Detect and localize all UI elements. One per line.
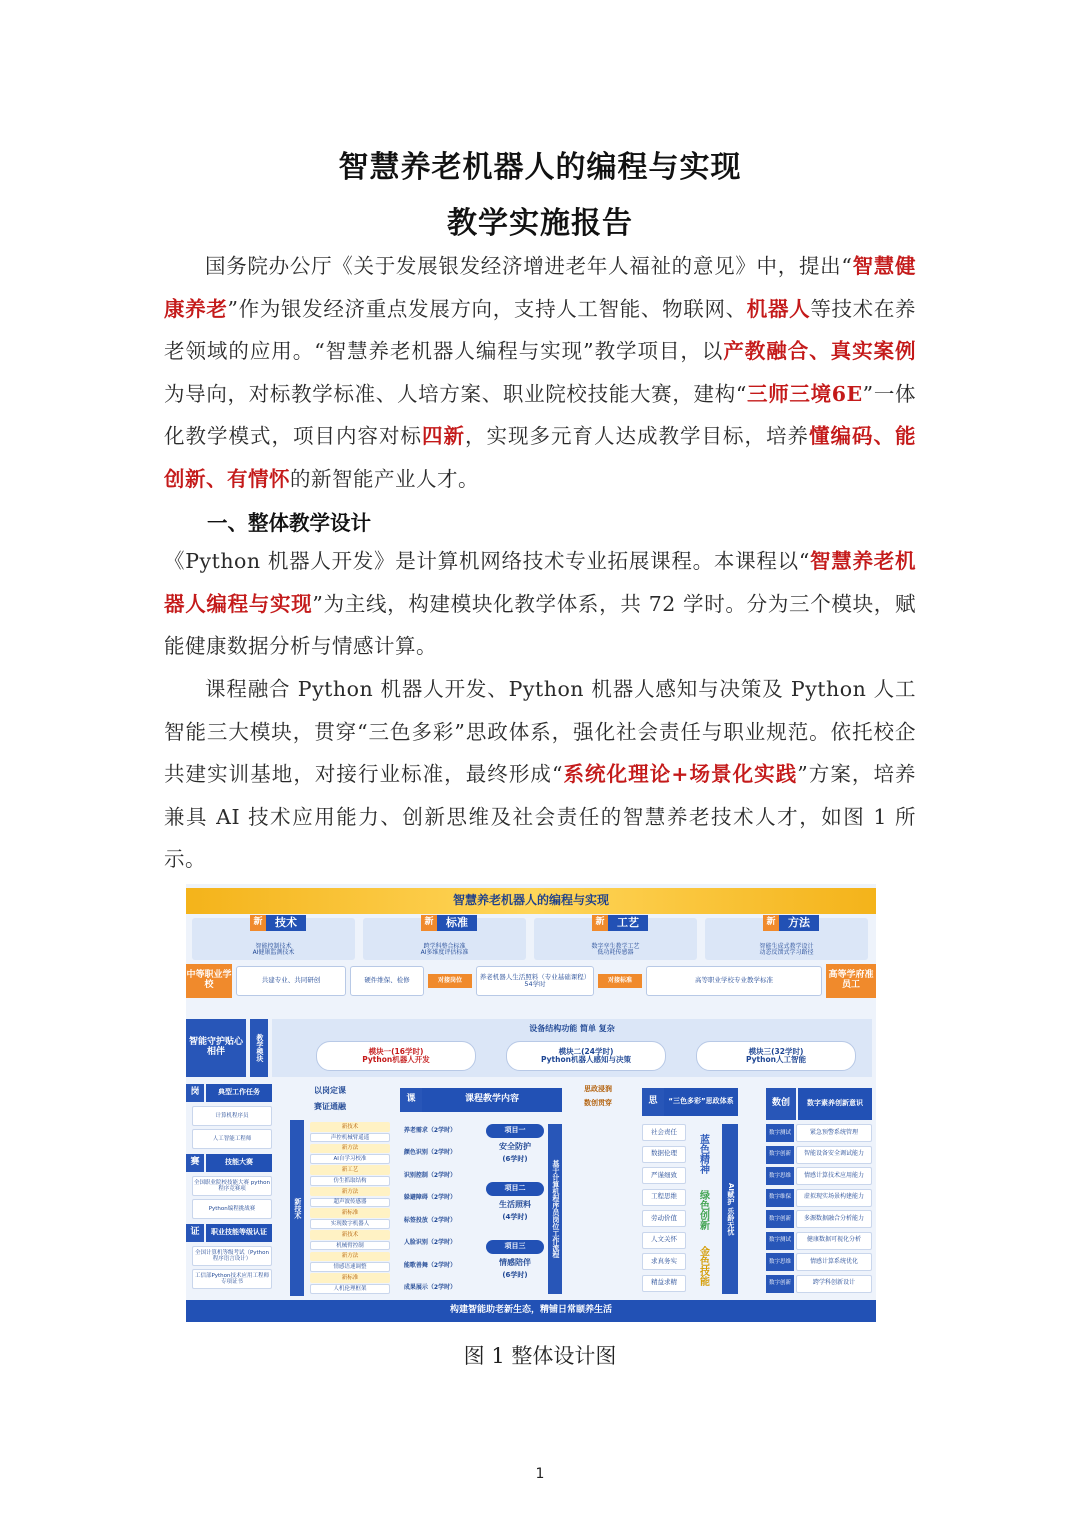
digi-kind: 数字创新 [766, 1146, 794, 1164]
standard-item: AI自学习校准 [310, 1154, 390, 1164]
standard-item: 超声波传感器 [310, 1198, 390, 1208]
document-title: 智慧养老机器人的编程与实现 [338, 150, 742, 185]
body-text: 课程融合 Python 机器人开发、Python 机器人感知与决策及 Python 人工智能三大模块，贯穿“三色多彩”思政体系，强化社会责任与职业规范。依托校企共建实训基地，对接行业标准，最终形成“ [164, 677, 916, 786]
body-text: ”方案，培养兼具 AI 技术应用能力、创新思维及社会责任的智慧养老技术人才，如图 1 所示。 [164, 762, 916, 871]
ideo-item: 求真务实 [642, 1253, 686, 1270]
four-new-tag: 新 [421, 915, 437, 931]
document-subtitle: 教学实施报告 [447, 206, 633, 241]
highlight-text: 智慧健康养老 [164, 254, 916, 321]
ideo-item: 精益求精 [642, 1275, 686, 1292]
digi-item: 跨学科创新设计 [796, 1275, 872, 1293]
course-title: 课程教学内容 [422, 1088, 562, 1112]
four-new-vertical: 新技术 [290, 1120, 304, 1296]
digi-kind: 数字测试 [766, 1232, 794, 1250]
mid-cell: 高等职业学校专业教学标准 [646, 966, 822, 996]
project-name: 情感陪伴 [499, 1257, 531, 1267]
digi-kind: 数字维保 [766, 1189, 794, 1207]
standard-item: 机械臂控制 [310, 1241, 390, 1251]
highlight-text: 机器人 [746, 296, 811, 321]
mid-cell: 硬件维保、检修 [350, 966, 424, 996]
figure-banner: 智慧养老机器人的编程与实现 [186, 888, 876, 914]
highlight-text: 三师三境6E [746, 381, 863, 406]
module-card [696, 1041, 856, 1071]
intro-paragraph [164, 245, 916, 500]
body-text: ，实现多元育人达成教学目标，培养 [465, 424, 809, 448]
module-name: Python机器人开发 [362, 1055, 430, 1064]
ai-guard: AI赋护 乐龄无忧 [722, 1124, 738, 1294]
digi-item: 情感计算技术应用能力 [796, 1167, 872, 1185]
ideo-item: 数据伦理 [642, 1146, 686, 1163]
mid-cell: 共建专业、共同研创 [236, 966, 346, 996]
standard-sub: 赛证通融 [314, 1101, 346, 1111]
four-new-line: 智能控制技术 [255, 942, 292, 950]
teach-module-label: 教学模块 [250, 1019, 268, 1077]
digi-item: 紧急预警系统管理 [796, 1124, 872, 1142]
project-head: 项目二 [486, 1182, 544, 1196]
four-new-tag: 新 [763, 915, 779, 931]
section-tag: 岗 [186, 1084, 204, 1102]
project-head: 项目三 [486, 1240, 544, 1254]
standard-item: 新标准 [310, 1273, 390, 1283]
paragraph-3 [164, 668, 916, 881]
four-new-label: 标准 [437, 915, 477, 931]
four-new-line: 动态反馈式学习路径 [759, 949, 814, 957]
digi-item: 智能设备安全调试能力 [796, 1146, 872, 1164]
standard-item: 新技术 [310, 1230, 390, 1240]
body-text: ”为主线，构建模块化教学体系，共 72 学时。分为三个模块，赋能健康数据分析与情感计算。 [164, 591, 916, 658]
four-new-line: 跨学科整合标准 [423, 942, 466, 950]
mid-arrow: 对接标准 [598, 974, 642, 988]
standard-item: 实现数字机器人 [310, 1219, 390, 1229]
project-hours: (4学时) [502, 1213, 528, 1222]
lesson-item: 颜色识别（2学时） [403, 1149, 457, 1157]
digi-item: 虚拟现实场景构建能力 [796, 1189, 872, 1207]
body-text: ”作为银发经济重点发展方向，支持人工智能、物联网、 [227, 296, 747, 321]
section-title: 职业技能等级认证 [206, 1224, 272, 1242]
section-item: 计算机程序员 [192, 1106, 272, 1126]
module-name: Python人工智能 [746, 1055, 806, 1064]
paragraph-2 [164, 540, 916, 668]
figure-caption: 图 1 整体设计图 [463, 1344, 617, 1368]
standard-title: 以岗定课 [314, 1085, 346, 1095]
four-new-tag: 新 [250, 915, 266, 931]
standard-item: 新技术 [310, 1122, 390, 1132]
color-spirit: 绿色创新 [697, 1190, 709, 1230]
section-tag: 赛 [186, 1154, 204, 1172]
highlight-text: 四新 [422, 424, 465, 448]
digi-kind: 数字思维 [766, 1167, 794, 1185]
based-on: 基于计算机程序员岗位工作流程 [548, 1124, 562, 1294]
standard-item: 新方法 [310, 1252, 390, 1262]
four-new-line: 低功耗传感器 [597, 949, 634, 957]
color-spirit: 金色技能 [697, 1246, 709, 1286]
project-head: 项目一 [486, 1124, 544, 1138]
body-text: 国务院办公厅《关于发展银发经济增进老年人福祉的意见》中，提出“ [205, 254, 853, 278]
project-name: 生活照料 [499, 1199, 531, 1209]
four-new-line: 智能生成式教学设计 [759, 942, 814, 950]
lesson-item: 躲避障碍（2学时） [403, 1194, 457, 1202]
standard-item: 声控机械臂遥遥 [310, 1133, 390, 1143]
standard-item: 新方法 [310, 1144, 390, 1154]
ideo-title: “三色多彩”思政体系 [664, 1088, 738, 1116]
figure-footer: 构建智能助老新生态，精铺日常颐养生活 [186, 1300, 876, 1322]
module-hours: 模块三(32学时) [748, 1046, 804, 1056]
module-card [506, 1041, 666, 1071]
section-item: 全国职业院校技能大赛 python程序竞赛项 [192, 1176, 272, 1196]
body-text: 为导向，对标教学标准、人培方案、职业院校技能大赛，建构“ [164, 381, 747, 406]
standard-item: 人机伦理框架 [310, 1284, 390, 1294]
mid-arrow: 对接岗位 [428, 974, 472, 988]
design-figure [186, 884, 876, 1322]
highlight-text: 系统化理论+场景化实践 [562, 762, 798, 786]
digi-kind: 数字测试 [766, 1124, 794, 1142]
section-item: Python编程挑战赛 [192, 1199, 272, 1219]
right-school: 高等学府准员工 [826, 964, 876, 998]
four-new-line: AI健康监测技术 [252, 949, 295, 957]
standard-item: 情感语速调整 [310, 1262, 390, 1272]
four-new-label: 工艺 [608, 915, 648, 931]
course-tag: 课 [400, 1088, 422, 1112]
body-text: 的新智能产业人才。 [290, 466, 479, 491]
digi-item: 多源数据融合分析能力 [796, 1210, 872, 1228]
ideo-item: 严谨细致 [642, 1167, 686, 1184]
guard-label: 智能守护贴心相伴 [186, 1019, 246, 1077]
module-hours: 模块一(16学时) [368, 1046, 424, 1056]
left-school: 中等职业学校 [186, 964, 232, 998]
digi-item: 情感计算系统优化 [796, 1253, 872, 1271]
section-tag: 证 [186, 1224, 204, 1242]
digi-title: 数字素养创新意识 [798, 1088, 872, 1120]
project-name: 安全防护 [499, 1141, 531, 1151]
four-new-line: AI多维度评估标准 [420, 949, 469, 957]
four-new-label: 方法 [779, 915, 819, 931]
section-item: 人工智能工程师 [192, 1129, 272, 1149]
page-number: 1 [535, 1466, 545, 1482]
standard-item: 新标准 [310, 1208, 390, 1218]
lesson-item: 人脸识别（2学时） [403, 1239, 457, 1247]
ideo-item: 人文关怀 [642, 1232, 686, 1249]
module-name: Python机器人感知与决策 [541, 1055, 631, 1064]
section-item: 全国计算机等级考试（Python程序语言设计） [192, 1246, 272, 1266]
section-item: 工信部Python技术应用工程师专项证书 [192, 1269, 272, 1289]
digi-kind: 数字创新 [766, 1275, 794, 1293]
mid-cell: 养老机器人生活照料（专业基础课程）54学时 [476, 966, 594, 996]
lesson-item: 识别控制（2学时） [403, 1171, 457, 1179]
section-heading: 一、整体教学设计 [207, 511, 371, 535]
digi-kind: 数字创新 [766, 1210, 794, 1228]
ideo-top: 思政浸润 [584, 1085, 612, 1094]
module-top: 设备结构功能 简单 复杂 [529, 1024, 615, 1033]
standard-item: 仿生抓取结构 [310, 1176, 390, 1186]
digi-kind: 数字思维 [766, 1253, 794, 1271]
module-hours: 模块二(24学时) [558, 1046, 614, 1056]
standard-item: 新方法 [310, 1187, 390, 1197]
color-spirit: 蓝色精神 [697, 1134, 709, 1174]
highlight-text: 懂编码、能创新、有情怀 [164, 424, 916, 491]
body-text: ”一体化教学模式，项目内容对标 [164, 381, 916, 448]
digi-tag: 数创 [766, 1088, 796, 1120]
digi-item: 健康数据可视化分析 [796, 1232, 872, 1250]
lesson-item: 养老需求（2学时） [403, 1126, 457, 1134]
project-hours: (6学时) [502, 1271, 528, 1280]
lesson-item: 成果展示（2学时） [403, 1284, 457, 1292]
ideo-item: 劳动价值 [642, 1210, 686, 1227]
module-card [316, 1041, 476, 1071]
project-hours: (6学时) [502, 1155, 528, 1164]
four-new-label: 技术 [266, 915, 306, 931]
highlight-text: 产教融合、真实案例 [723, 339, 916, 363]
ideo-tag: 思 [642, 1088, 664, 1116]
lesson-item: 标签投放（2学时） [403, 1216, 457, 1224]
ideo-item: 工程思维 [642, 1189, 686, 1206]
highlight-text: 智慧养老机器人编程与实现 [164, 549, 917, 616]
four-new-line: 数字孪生教学工艺 [591, 942, 640, 950]
section-title: 典型工作任务 [206, 1084, 272, 1102]
section-title: 技能大赛 [206, 1154, 272, 1172]
ideo-item: 社会责任 [642, 1124, 686, 1141]
body-text: 等技术在养老领域的应用。“智慧养老机器人编程与实现”教学项目，以 [164, 296, 916, 363]
lesson-item: 能歌善舞（2学时） [403, 1261, 457, 1269]
ideo-sub: 数创贯穿 [584, 1099, 612, 1108]
body-text: 《Python 机器人开发》是计算机网络技术专业拓展课程。本课程以“ [164, 549, 810, 573]
standard-item: 新工艺 [310, 1165, 390, 1175]
four-new-tag: 新 [592, 915, 608, 931]
